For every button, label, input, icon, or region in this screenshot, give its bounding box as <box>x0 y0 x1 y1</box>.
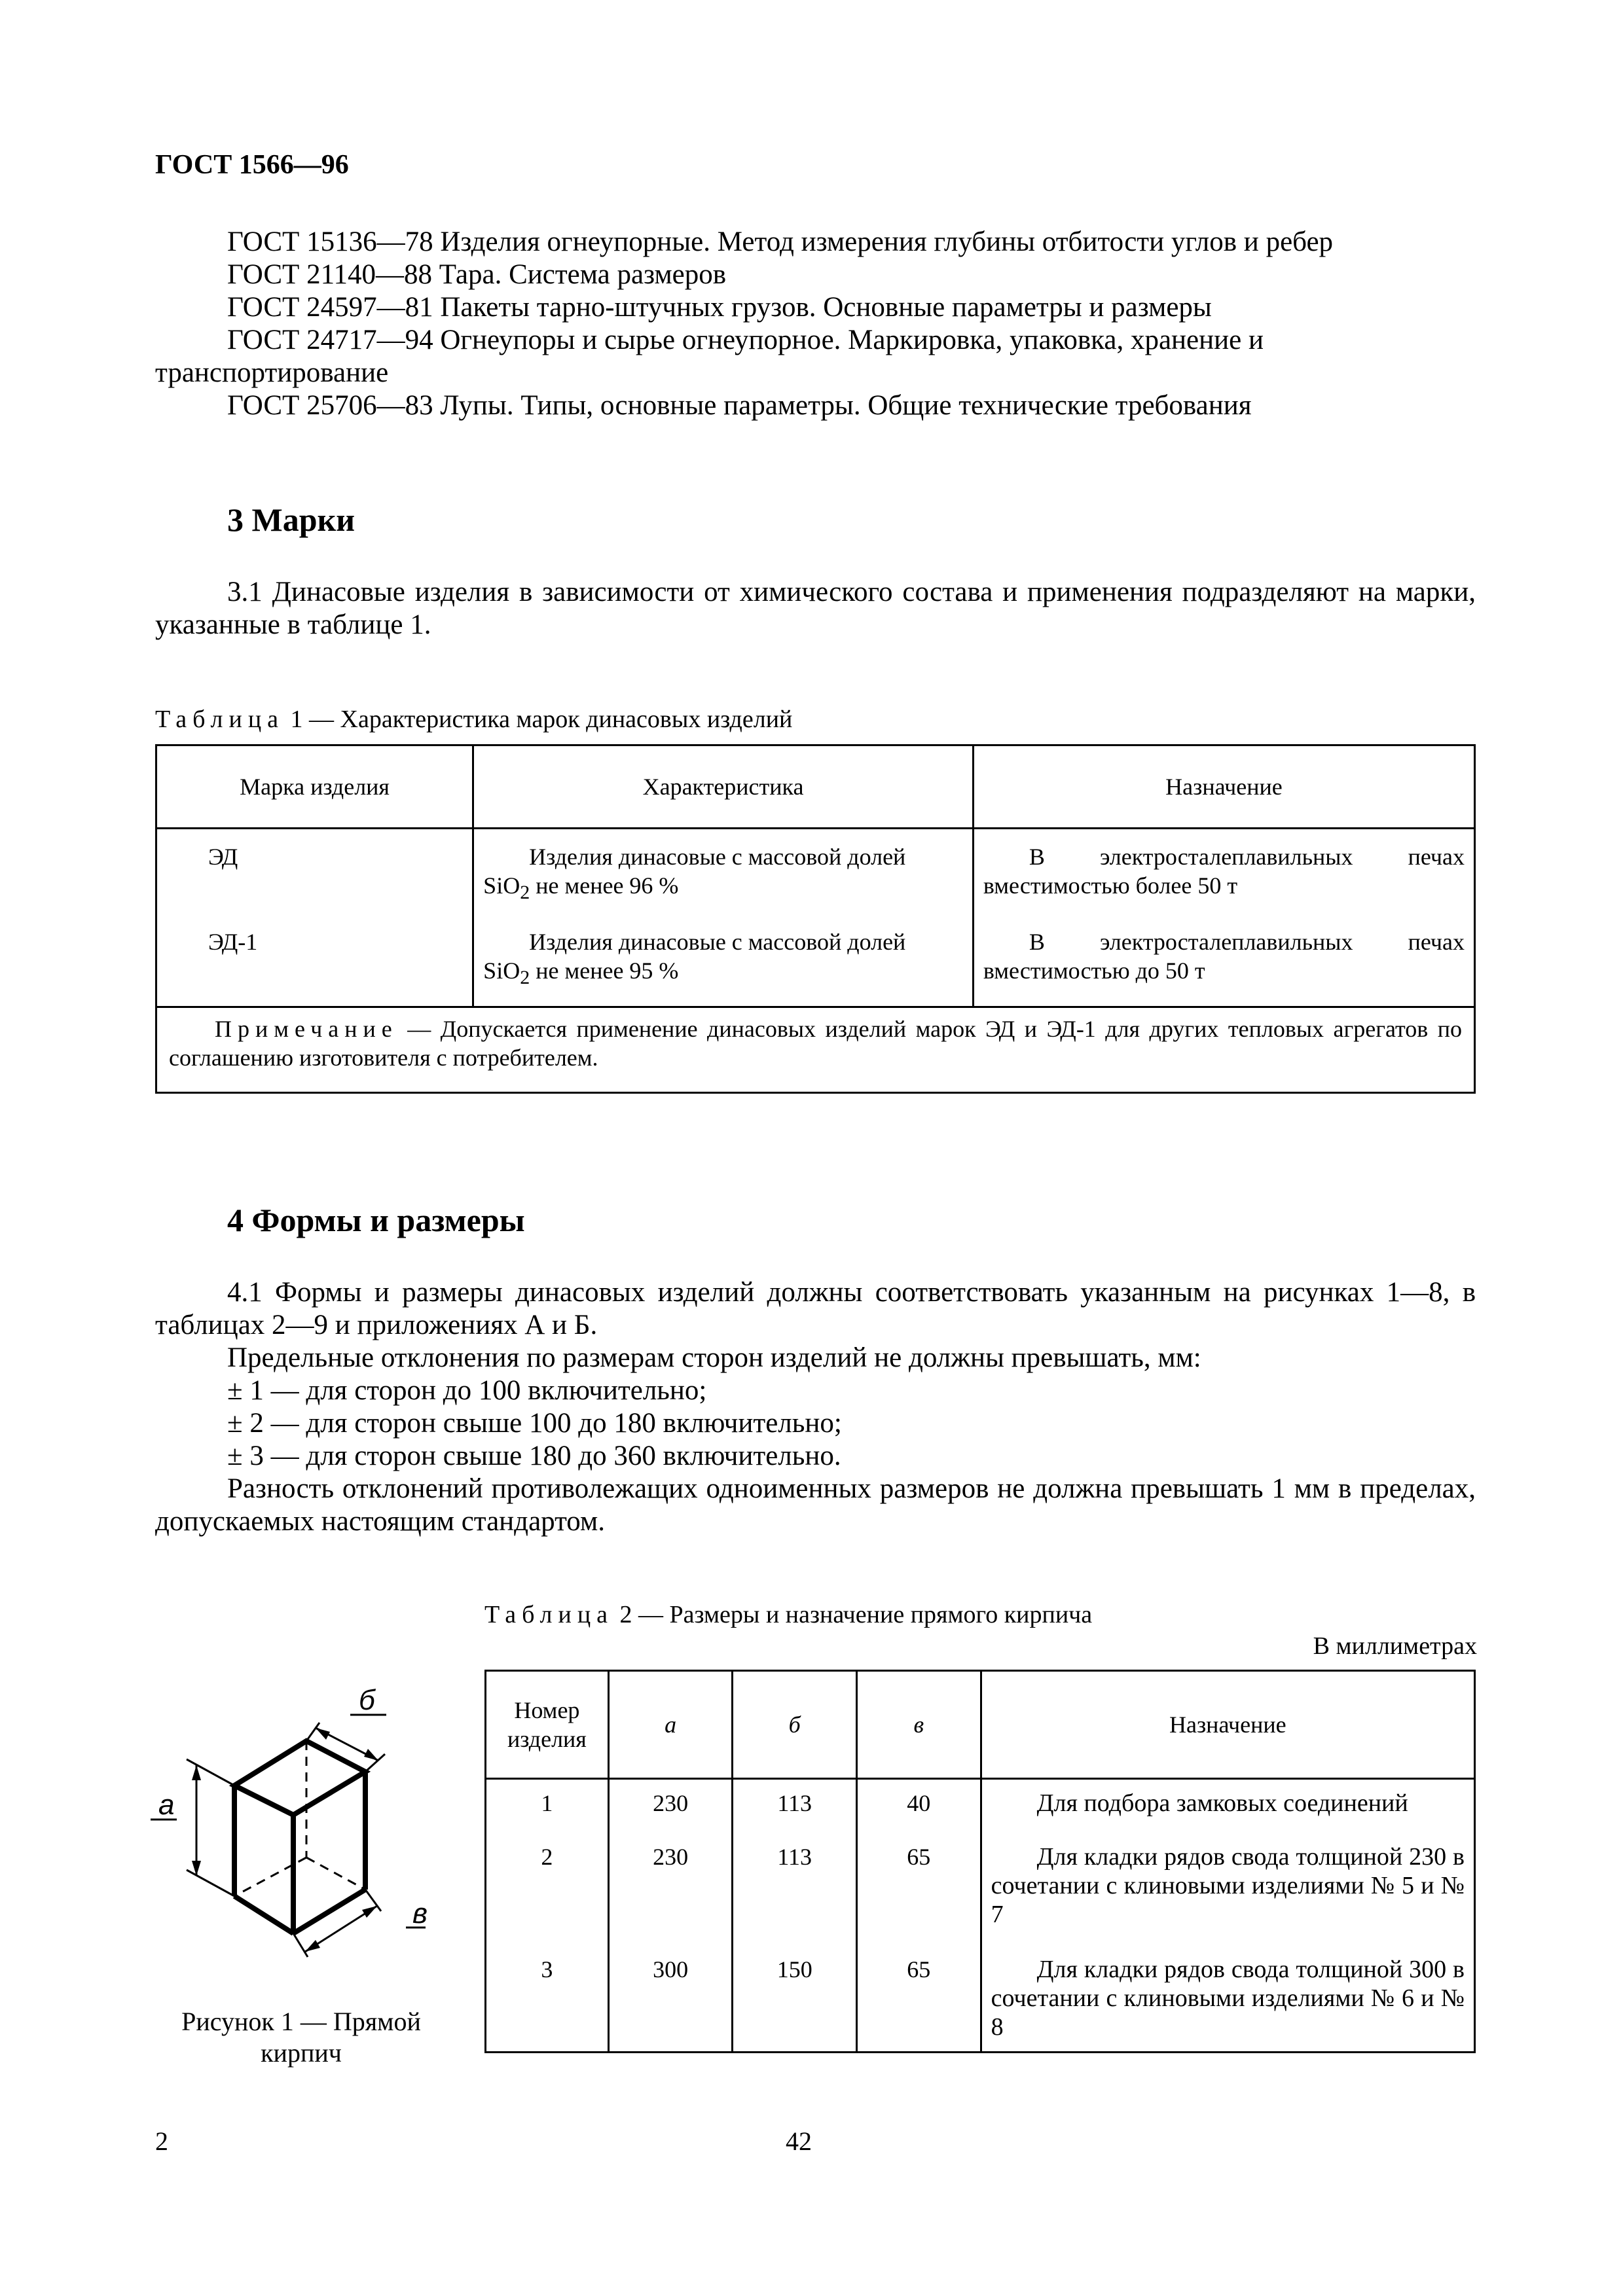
mark-cell <box>156 829 473 1007</box>
table-1 <box>155 744 1476 1094</box>
table-row <box>486 1779 1475 2053</box>
norm-ref-code: ГОСТ 25706—83 <box>227 390 433 421</box>
formula-subscript: 2 <box>520 882 530 904</box>
figure-1-brick-drawing <box>151 1649 465 1977</box>
paragraph-text: Предельные отклонения по размерам сторон изделий не должны превышать, мм: <box>227 1342 1201 1373</box>
cell-value: 113 <box>777 1844 812 1870</box>
note-text: — Допускается применение динасовых изделий марок ЭД и ЭД-1 для других тепловых агрегатов по соглашению изготовителя с потребителем. <box>169 1016 1462 1071</box>
cell-value: 65 <box>907 1844 931 1870</box>
purpose-block <box>983 842 1465 927</box>
page-number-left: 2 <box>155 2126 168 2156</box>
cell-value: 113 <box>777 1790 812 1816</box>
number-cell <box>486 1779 609 2053</box>
purpose-line: В электросталеплавильных печах <box>1029 929 1465 955</box>
dimension-label-a: а <box>158 1789 175 1821</box>
mark-value: ЭД <box>208 844 238 870</box>
purpose-line: В электросталеплавильных печах <box>1029 844 1465 870</box>
characteristic-block <box>483 927 963 992</box>
paragraph-text: 4.1 Формы и размеры динасовых изделий должны соответствовать указанным на рисунках 1—8, в таблицах 2—9 и приложениях А и Б. <box>155 1277 1476 1340</box>
column-header: в <box>857 1671 981 1779</box>
table-header-row <box>486 1671 1475 1779</box>
formula-subscript: 2 <box>520 967 530 989</box>
norm-ref-item <box>155 291 1476 324</box>
table-caption-word: Таблица <box>155 706 285 733</box>
table-1-caption <box>155 705 792 734</box>
norm-ref-text: Огнеупоры и сырье огнеупорное. Маркировка, упаковка, хранение и транспортирование <box>155 325 1264 388</box>
tolerance-item: ± 2 — для сторон свыше 100 до 180 включительно; <box>227 1408 842 1439</box>
characteristic-value: не менее 96 % <box>530 872 679 899</box>
norm-ref-code: ГОСТ 24717—94 <box>227 325 433 355</box>
purpose-block <box>983 927 1465 985</box>
characteristic-block <box>483 842 963 927</box>
characteristic-line <box>483 871 963 907</box>
norm-ref-code: ГОСТ 24597—81 <box>227 292 433 323</box>
norm-ref-item <box>155 226 1476 259</box>
table-row <box>156 829 1475 1007</box>
cell-value: Для кладки рядов свода толщиной 230 в сочетании с клиновыми изделиями № 5 и № 7 <box>991 1843 1465 1928</box>
figure-1-caption <box>157 2006 445 2069</box>
figure-caption-line: Рисунок 1 — Прямой <box>181 2007 421 2036</box>
purpose-line: вместимостью более 50 т <box>983 872 1238 899</box>
characteristic-line: Изделия динасовые с массовой долей <box>529 929 906 955</box>
norm-ref-code: ГОСТ 15136—78 <box>227 226 433 257</box>
formula: SiO <box>483 872 520 899</box>
b-cell <box>733 1779 857 2053</box>
page-number-center: 42 <box>786 2126 812 2156</box>
column-header: а <box>608 1671 733 1779</box>
column-header: Номер изделия <box>486 1671 609 1779</box>
norm-ref-item <box>155 324 1476 389</box>
cell-value: 3 <box>541 1956 553 1982</box>
note-word: Примечание <box>215 1016 398 1042</box>
section-4-body <box>155 1276 1476 1538</box>
characteristic-value: не менее 95 % <box>530 958 679 984</box>
characteristic-line: Изделия динасовые с массовой долей <box>529 844 906 870</box>
column-header: Назначение <box>973 745 1474 829</box>
section-3-paragraph <box>155 576 1476 641</box>
dimension-label-v: в <box>412 1897 428 1929</box>
document-header: ГОСТ 1566—96 <box>155 150 349 180</box>
formula: SiO <box>483 958 520 984</box>
cell-value: Для подбора замковых соединений <box>1036 1789 1408 1817</box>
norm-ref-item <box>155 259 1476 291</box>
cell-value: 1 <box>541 1790 553 1816</box>
dimension-label-b: б <box>359 1684 375 1716</box>
characteristic-line <box>483 956 963 992</box>
brick-outline <box>151 1715 426 1957</box>
tolerance-item: ± 3 — для сторон свыше 180 до 360 включительно. <box>227 1441 841 1471</box>
cell-value: 300 <box>653 1956 689 1982</box>
cell-value: 65 <box>907 1956 931 1982</box>
purpose-cell <box>981 1779 1474 2053</box>
norm-ref-text: Пакеты тарно-штучных грузов. Основные параметры и размеры <box>440 292 1212 323</box>
paragraph-text: 3.1 Динасовые изделия в зависимости от химического состава и применения подразделяют на марки, указанные в таблице 1. <box>155 577 1476 640</box>
cell-value: 40 <box>907 1790 931 1816</box>
cell-value: 230 <box>653 1844 689 1870</box>
table-2 <box>484 1670 1476 2053</box>
v-cell <box>857 1779 981 2053</box>
tolerance-item: ± 1 — для сторон до 100 включительно; <box>227 1375 707 1406</box>
mark-value: ЭД-1 <box>208 929 258 955</box>
purpose-line: вместимостью до 50 т <box>983 958 1205 984</box>
norm-ref-text: Тара. Система размеров <box>439 259 727 290</box>
table-caption-word: Таблица <box>484 1601 614 1628</box>
table-header-row <box>156 745 1475 829</box>
table-caption-text: 2 — Размеры и назначение прямого кирпича <box>619 1601 1093 1628</box>
cell-value: 230 <box>653 1790 689 1816</box>
column-header: Характеристика <box>473 745 974 829</box>
section-4-title: 4 Формы и размеры <box>227 1202 525 1238</box>
table-note <box>156 1007 1475 1093</box>
table-caption-text: 1 — Характеристика марок динасовых изделий <box>290 706 793 733</box>
table-note-row <box>156 1007 1475 1093</box>
section-3-title: 3 Марки <box>227 501 356 538</box>
normative-references <box>155 226 1476 422</box>
table-2-caption <box>484 1600 1092 1629</box>
figure-caption-line: кирпич <box>261 2038 342 2068</box>
table-2-units: В миллиметрах <box>1313 1632 1477 1660</box>
norm-ref-code: ГОСТ 21140—88 <box>227 259 432 290</box>
purpose-cell <box>973 829 1474 1007</box>
norm-ref-text: Лупы. Типы, основные параметры. Общие технические требования <box>440 390 1252 421</box>
characteristic-cell <box>473 829 974 1007</box>
column-header: б <box>733 1671 857 1779</box>
cell-value: Для кладки рядов свода толщиной 300 в сочетании с клиновыми изделиями № 6 и № 8 <box>991 1956 1465 2041</box>
cell-value: 150 <box>776 1956 812 1982</box>
column-header: Марка изделия <box>156 745 473 829</box>
a-cell <box>608 1779 733 2053</box>
norm-ref-text: Изделия огнеупорные. Метод измерения глубины отбитости углов и ребер <box>440 226 1334 257</box>
paragraph-text: Разность отклонений противолежащих одноименных размеров не должна превышать 1 мм в пределах, допускаемых настоящим стандартом. <box>155 1473 1476 1537</box>
column-header: Назначение <box>981 1671 1474 1779</box>
norm-ref-item <box>155 389 1476 422</box>
cell-value: 2 <box>541 1844 553 1870</box>
